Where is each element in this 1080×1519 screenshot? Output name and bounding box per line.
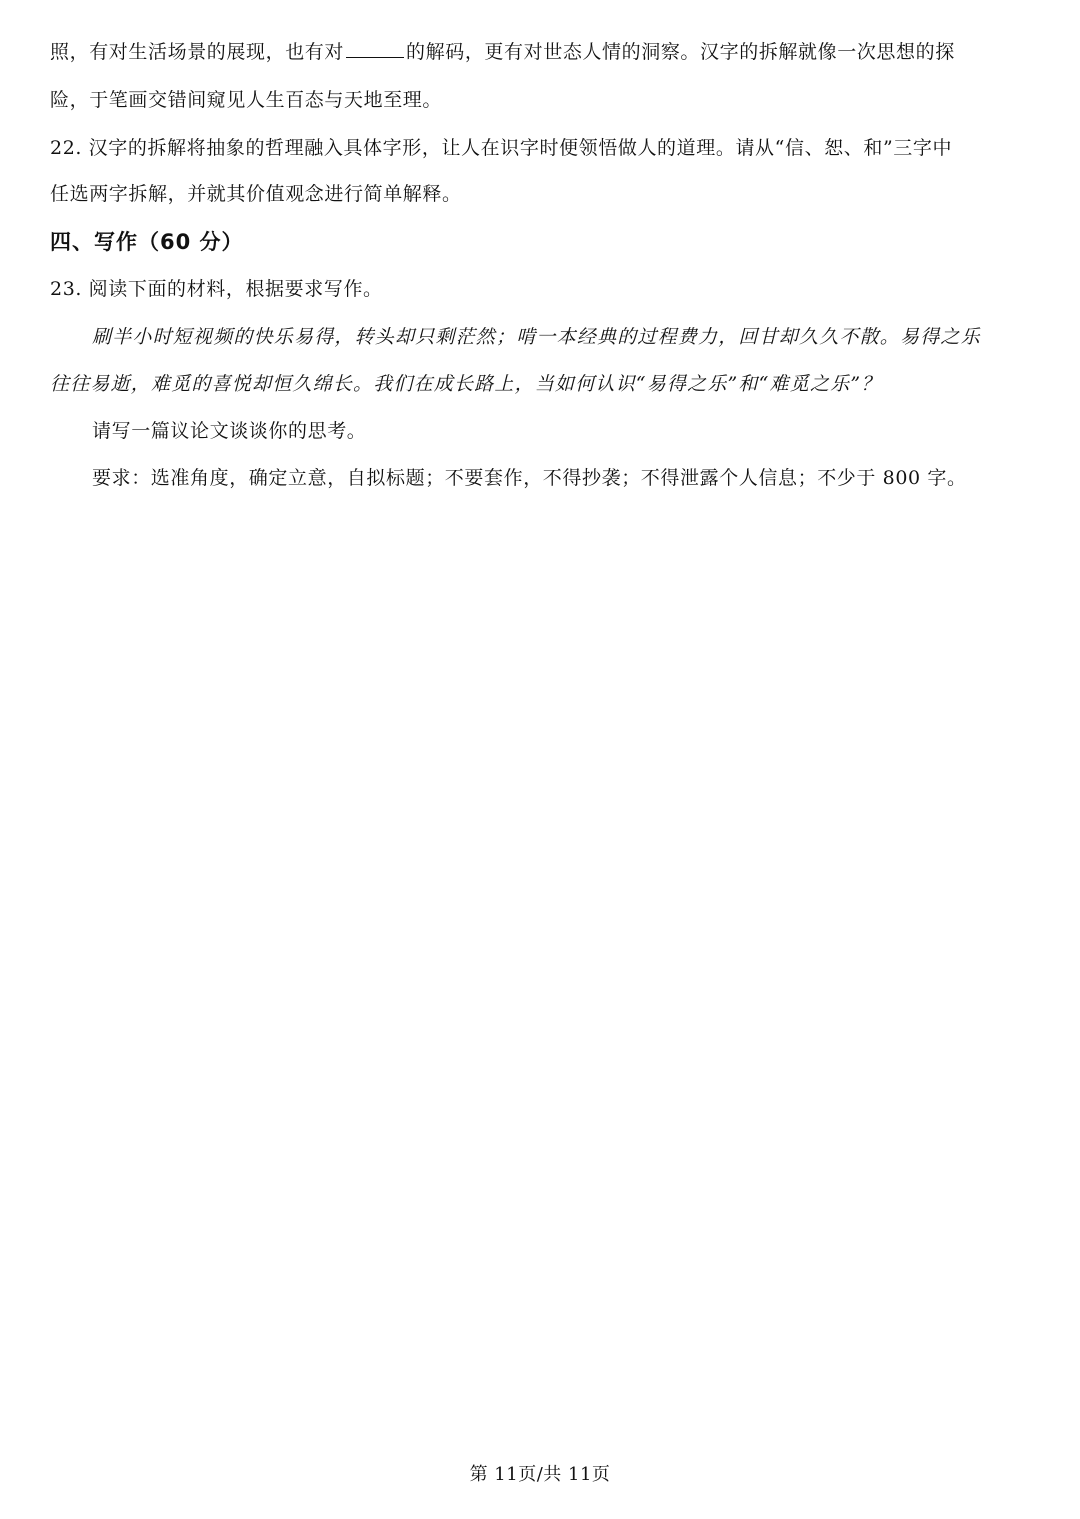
material-line-1: 刷半小时短视频的快乐易得，转头却只剩茫然；啃一本经典的过程费力，回甘却久久不散。易得之乐 [92, 326, 981, 348]
material-line-2: 往往易逝，难觅的喜悦却恒久绵长。我们在成长路上，当如何认识“易得之乐”和“难觅之乐”？ [50, 373, 882, 395]
question-22-line-2: 任选两字拆解，并就其价值观念进行简单解释。 [50, 183, 462, 205]
paragraph-line [50, 40, 955, 64]
paragraph-line: 险，于笔画交错间窥见人生百态与天地至理。 [50, 89, 443, 111]
paragraph-text: 的解码，更有对世态人情的洞察。汉字的拆解就像一次思想的探 [406, 41, 955, 63]
section-heading-writing: 四、写作（60 分） [50, 230, 244, 254]
writing-requirements: 要求：选准角度，确定立意，自拟标题；不要套作，不得抄袭；不得泄露个人信息；不少于 800 字。 [92, 467, 967, 489]
paragraph-text: 照，有对生活场景的展现，也有对 [50, 41, 345, 63]
page-number: 第 11页/共 11页 [469, 1464, 611, 1485]
question-23-prompt: 23. 阅读下面的材料，根据要求写作。 [50, 278, 383, 300]
fill-in-blank [346, 56, 404, 58]
question-22-line-1: 22. 汉字的拆解将抽象的哲理融入具体字形，让人在识字时便领悟做人的道理。请从“信、恕、和”三字中 [50, 137, 953, 159]
writing-instruction: 请写一篇议论文谈谈你的思考。 [92, 420, 367, 442]
